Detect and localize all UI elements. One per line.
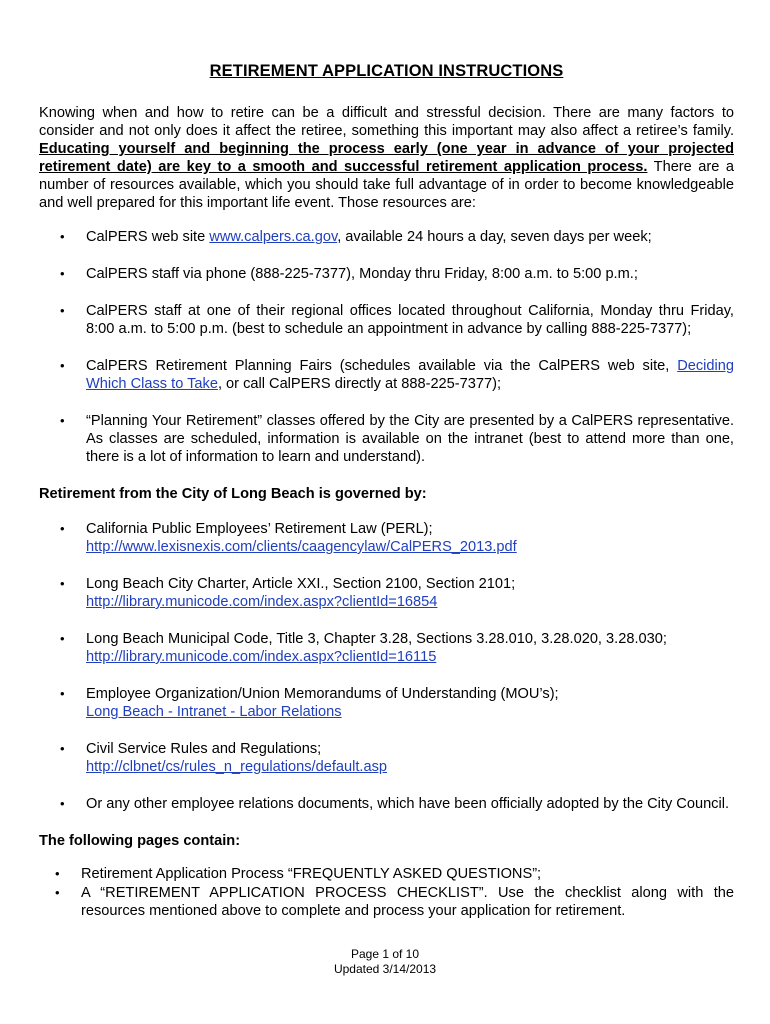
resource-item: • CalPERS web site www.calpers.ca.gov, available 24 hours a day, seven days per week; — [60, 229, 652, 245]
municipal-code-link[interactable]: http://library.municode.com/index.aspx?clientId=16115 — [86, 649, 437, 665]
governed-list — [39, 520, 734, 813]
deciding-class-link[interactable]: Deciding Which Class to Take — [86, 358, 734, 392]
bullet-icon: • — [60, 631, 65, 646]
governed-item: • Or any other employee relations documents, which have been officially adopted by the City Council. — [60, 796, 730, 812]
civil-service-link[interactable]: http://clbnet/cs/rules_n_regulations/default.asp — [86, 759, 387, 775]
bullet-icon: • — [60, 229, 65, 244]
resource-item: • CalPERS staff via phone (888-225-7377), Monday thru Friday, 8:00 a.m. to 5:00 p.m.; — [60, 266, 638, 282]
pages-item: • A “RETIREMENT APPLICATION PROCESS CHECKLIST”. Use the checklist along with the resources mentioned above to complete and process your application for retirement. — [55, 885, 734, 919]
intro-text-end: There are a number of resources available, which you should take full advantage of in order to become knowledgeable and well prepared for this important life event. Those resources are: — [39, 159, 734, 211]
governed-item: • Employee Organization/Union Memorandums of Understanding (MOU’s); Long Beach - Intranet - Labor Relations — [60, 686, 559, 720]
resource-item: • “Planning Your Retirement” classes offered by the City are presented by a CalPERS representative. As classes are scheduled, information is available on the intranet (best to attend more than one, there is a lot of information to learn and understand). — [60, 413, 734, 465]
city-charter-link[interactable]: http://library.municode.com/index.aspx?clientId=16854 — [86, 594, 438, 610]
document-page — [39, 62, 734, 921]
bullet-icon: • — [60, 576, 65, 591]
bullet-icon: • — [60, 413, 65, 428]
page-footer — [0, 947, 770, 977]
pages-list — [39, 865, 734, 920]
updated-date: Updated 3/14/2013 — [333, 962, 437, 976]
perl-link[interactable]: http://www.lexisnexis.com/clients/caagencylaw/CalPERS_2013.pdf — [86, 539, 517, 555]
bullet-icon: • — [60, 358, 65, 373]
bullet-icon: • — [60, 741, 65, 756]
bullet-icon: • — [55, 885, 60, 900]
bullet-icon: • — [60, 796, 65, 811]
pages-heading: The following pages contain: — [39, 833, 241, 849]
page-title: RETIREMENT APPLICATION INSTRUCTIONS — [209, 62, 564, 80]
page-number: Page 1 of 10 — [350, 947, 420, 961]
governed-item: • California Public Employees’ Retirement Law (PERL); http://www.lexisnexis.com/clients/caagencylaw/CalPERS_2013.pdf — [60, 521, 517, 555]
bullet-icon: • — [60, 303, 65, 318]
pages-item: • Retirement Application Process “FREQUENTLY ASKED QUESTIONS”; — [55, 866, 542, 882]
intro-paragraph — [39, 104, 734, 212]
calpers-link[interactable]: www.calpers.ca.gov — [209, 229, 338, 245]
bullet-icon: • — [55, 866, 60, 881]
governed-item: • Long Beach Municipal Code, Title 3, Chapter 3.28, Sections 3.28.010, 3.28.020, 3.28.030; http://library.municode.com/index.aspx?clientId=16115 — [60, 631, 667, 665]
governed-heading: Retirement from the City of Long Beach is governed by: — [39, 486, 427, 502]
bullet-icon: • — [60, 686, 65, 701]
resources-list — [39, 228, 734, 466]
labor-relations-link[interactable]: Long Beach - Intranet - Labor Relations — [86, 704, 342, 720]
resource-item: • CalPERS Retirement Planning Fairs (schedules available via the CalPERS web site, Deciding Which Class to Take, or call CalPERS directly at 888-225-7377); — [60, 358, 734, 392]
bullet-icon: • — [60, 266, 65, 281]
governed-item: • Long Beach City Charter, Article XXI., Section 2100, Section 2101; http://library.municode.com/index.aspx?clientId=16854 — [60, 576, 516, 610]
intro-emphasis: Educating yourself and beginning the process early (one year in advance of your projected retirement date) are key to a smooth and successful retirement application process. — [39, 141, 734, 175]
bullet-icon: • — [60, 521, 65, 536]
resource-item: • CalPERS staff at one of their regional offices located throughout California, Monday thru Friday, 8:00 a.m. to 5:00 p.m. (best to schedule an appointment in advance by calling 888-225-7377); — [60, 303, 734, 337]
intro-text: Knowing when and how to retire can be a difficult and stressful decision. There are many factors to consider and not only does it affect the retiree, something this important may also affect a retiree’s family. — [39, 105, 734, 139]
governed-item: • Civil Service Rules and Regulations; http://clbnet/cs/rules_n_regulations/default.asp — [60, 741, 387, 775]
